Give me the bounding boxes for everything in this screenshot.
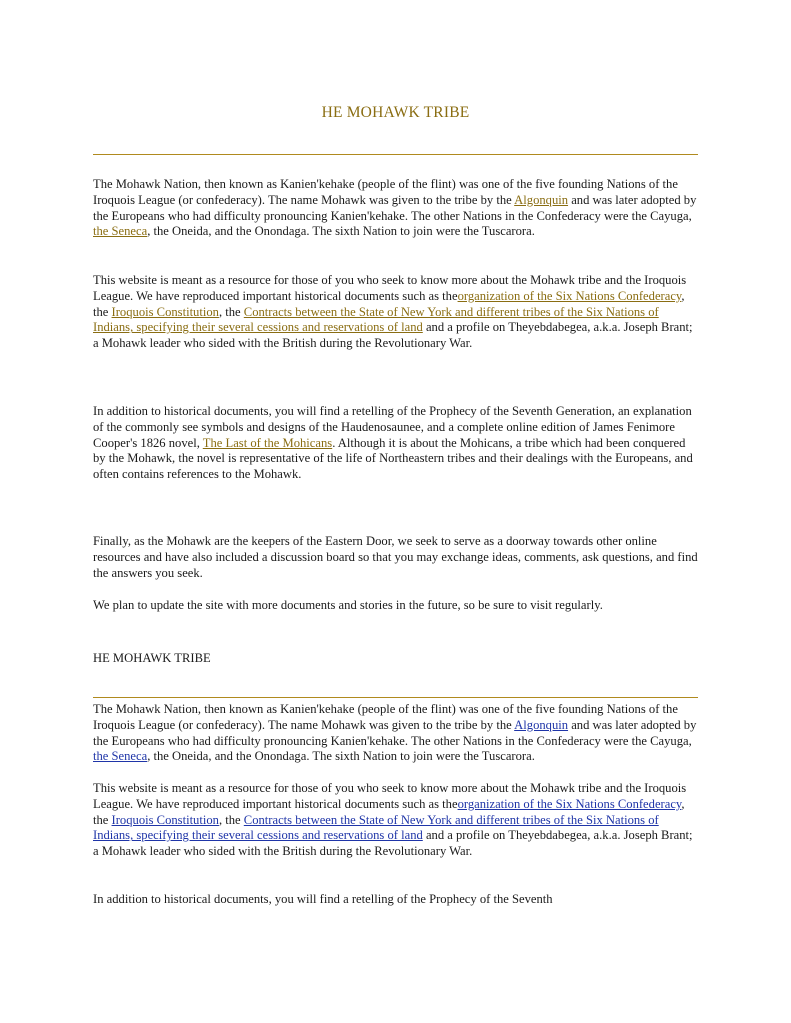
page-title: HE MOHAWK TRIBE <box>321 104 470 121</box>
section-divider <box>93 697 698 698</box>
historical-documents-paragraph-repeat: In addition to historical documents, you will find a retelling of the Prophecy of the Seventh <box>93 892 553 906</box>
intro-paragraph-repeat: The Mohawk Nation, then known as Kanien'kehake (people of the flint) was one of the five founding Nations of the Iroquois League (or confederacy). The name Mohawk was given to the tribe by the Algonquin and was later adopted by the Europeans who had difficulty pronouncing Kanien'kehake. The other Nations in the Confederacy were the Cayuga, the Seneca, the Oneida, and the Onondaga. The sixth Nation to join were the Tuscarora. <box>93 702 697 764</box>
title-divider <box>93 154 698 155</box>
seneca-link[interactable]: the Seneca <box>93 224 148 239</box>
new-york-contracts-link-repeat[interactable]: Contracts between the State of New York and different tribes of the Six Nations of Indians, specifying their several cessions and reservations of land <box>93 812 659 843</box>
repeated-title: HE MOHAWK TRIBE <box>93 651 211 665</box>
iroquois-constitution-link[interactable]: Iroquois Constitution <box>111 304 219 319</box>
resource-paragraph-repeat: This website is meant as a resource for those of you who seek to know more about the Mohawk tribe and the Iroquois League. We have reproduced important historical documents such as theorganization of the Six Nations Confederacy, the Iroquois Constitution, the Contracts between the State of New York and different tribes of the Six Nations of Indians, specifying their several cessions and reservations of land and a profile on Theyebdabegea, a.k.a. Joseph Brant; a Mohawk leader who sided with the British during the Revolutionary War. <box>93 781 693 859</box>
algonquin-link[interactable]: Algonquin <box>514 192 569 207</box>
last-of-the-mohicans-link[interactable]: The Last of the Mohicans <box>202 435 333 450</box>
six-nations-organization-link-repeat[interactable]: organization of the Six Nations Confederacy <box>457 796 682 811</box>
intro-paragraph: The Mohawk Nation, then known as Kanien'kehake (people of the flint) was one of the five founding Nations of the Iroquois League (or confederacy). The name Mohawk was given to the tribe by the Algonquin and was later adopted by the Europeans who had difficulty pronouncing Kanien'kehake. The other Nations in the Confederacy were the Cayuga, the Seneca, the Oneida, and the Onondaga. The sixth Nation to join were the Tuscarora. <box>93 177 697 239</box>
update-paragraph: We plan to update the site with more documents and stories in the future, so be sure to visit regularly. <box>93 598 603 612</box>
six-nations-organization-link[interactable]: organization of the Six Nations Confederacy <box>457 288 682 303</box>
resource-paragraph: This website is meant as a resource for those of you who seek to know more about the Mohawk tribe and the Iroquois League. We have reproduced important historical documents such as theorganization of the Six Nations Confederacy, the Iroquois Constitution, the Contracts between the State of New York and different tribes of the Six Nations of Indians, specifying their several cessions and reservations of land and a profile on Theyebdabegea, a.k.a. Joseph Brant; a Mohawk leader who sided with the British during the Revolutionary War. <box>93 273 693 351</box>
algonquin-link-repeat[interactable]: Algonquin <box>514 717 569 732</box>
seneca-link-repeat[interactable]: the Seneca <box>93 749 148 764</box>
iroquois-constitution-link-repeat[interactable]: Iroquois Constitution <box>111 812 219 827</box>
eastern-door-paragraph: Finally, as the Mohawk are the keepers of the Eastern Door, we seek to serve as a doorway towards other online resources and have also included a discussion board so that you may exchange ideas, comments, ask questions, and find the answers you seek. <box>93 534 698 580</box>
historical-documents-paragraph: In addition to historical documents, you will find a retelling of the Prophecy of the Seventh Generation, an explanation of the commonly see symbols and designs of the Haudenosaunee, and a complete online edition of James Fenimore Cooper's 1826 novel, The Last of the Mohicans. Although it is about the Mohicans, a tribe which had been conquered by the Mohawk, the novel is representative of the life of Northeastern tribes and their dealings with the Europeans, and often contains references to the Mohawk. <box>93 404 693 482</box>
new-york-contracts-link[interactable]: Contracts between the State of New York and different tribes of the Six Nations of Indians, specifying their several cessions and reservations of land <box>93 304 659 335</box>
